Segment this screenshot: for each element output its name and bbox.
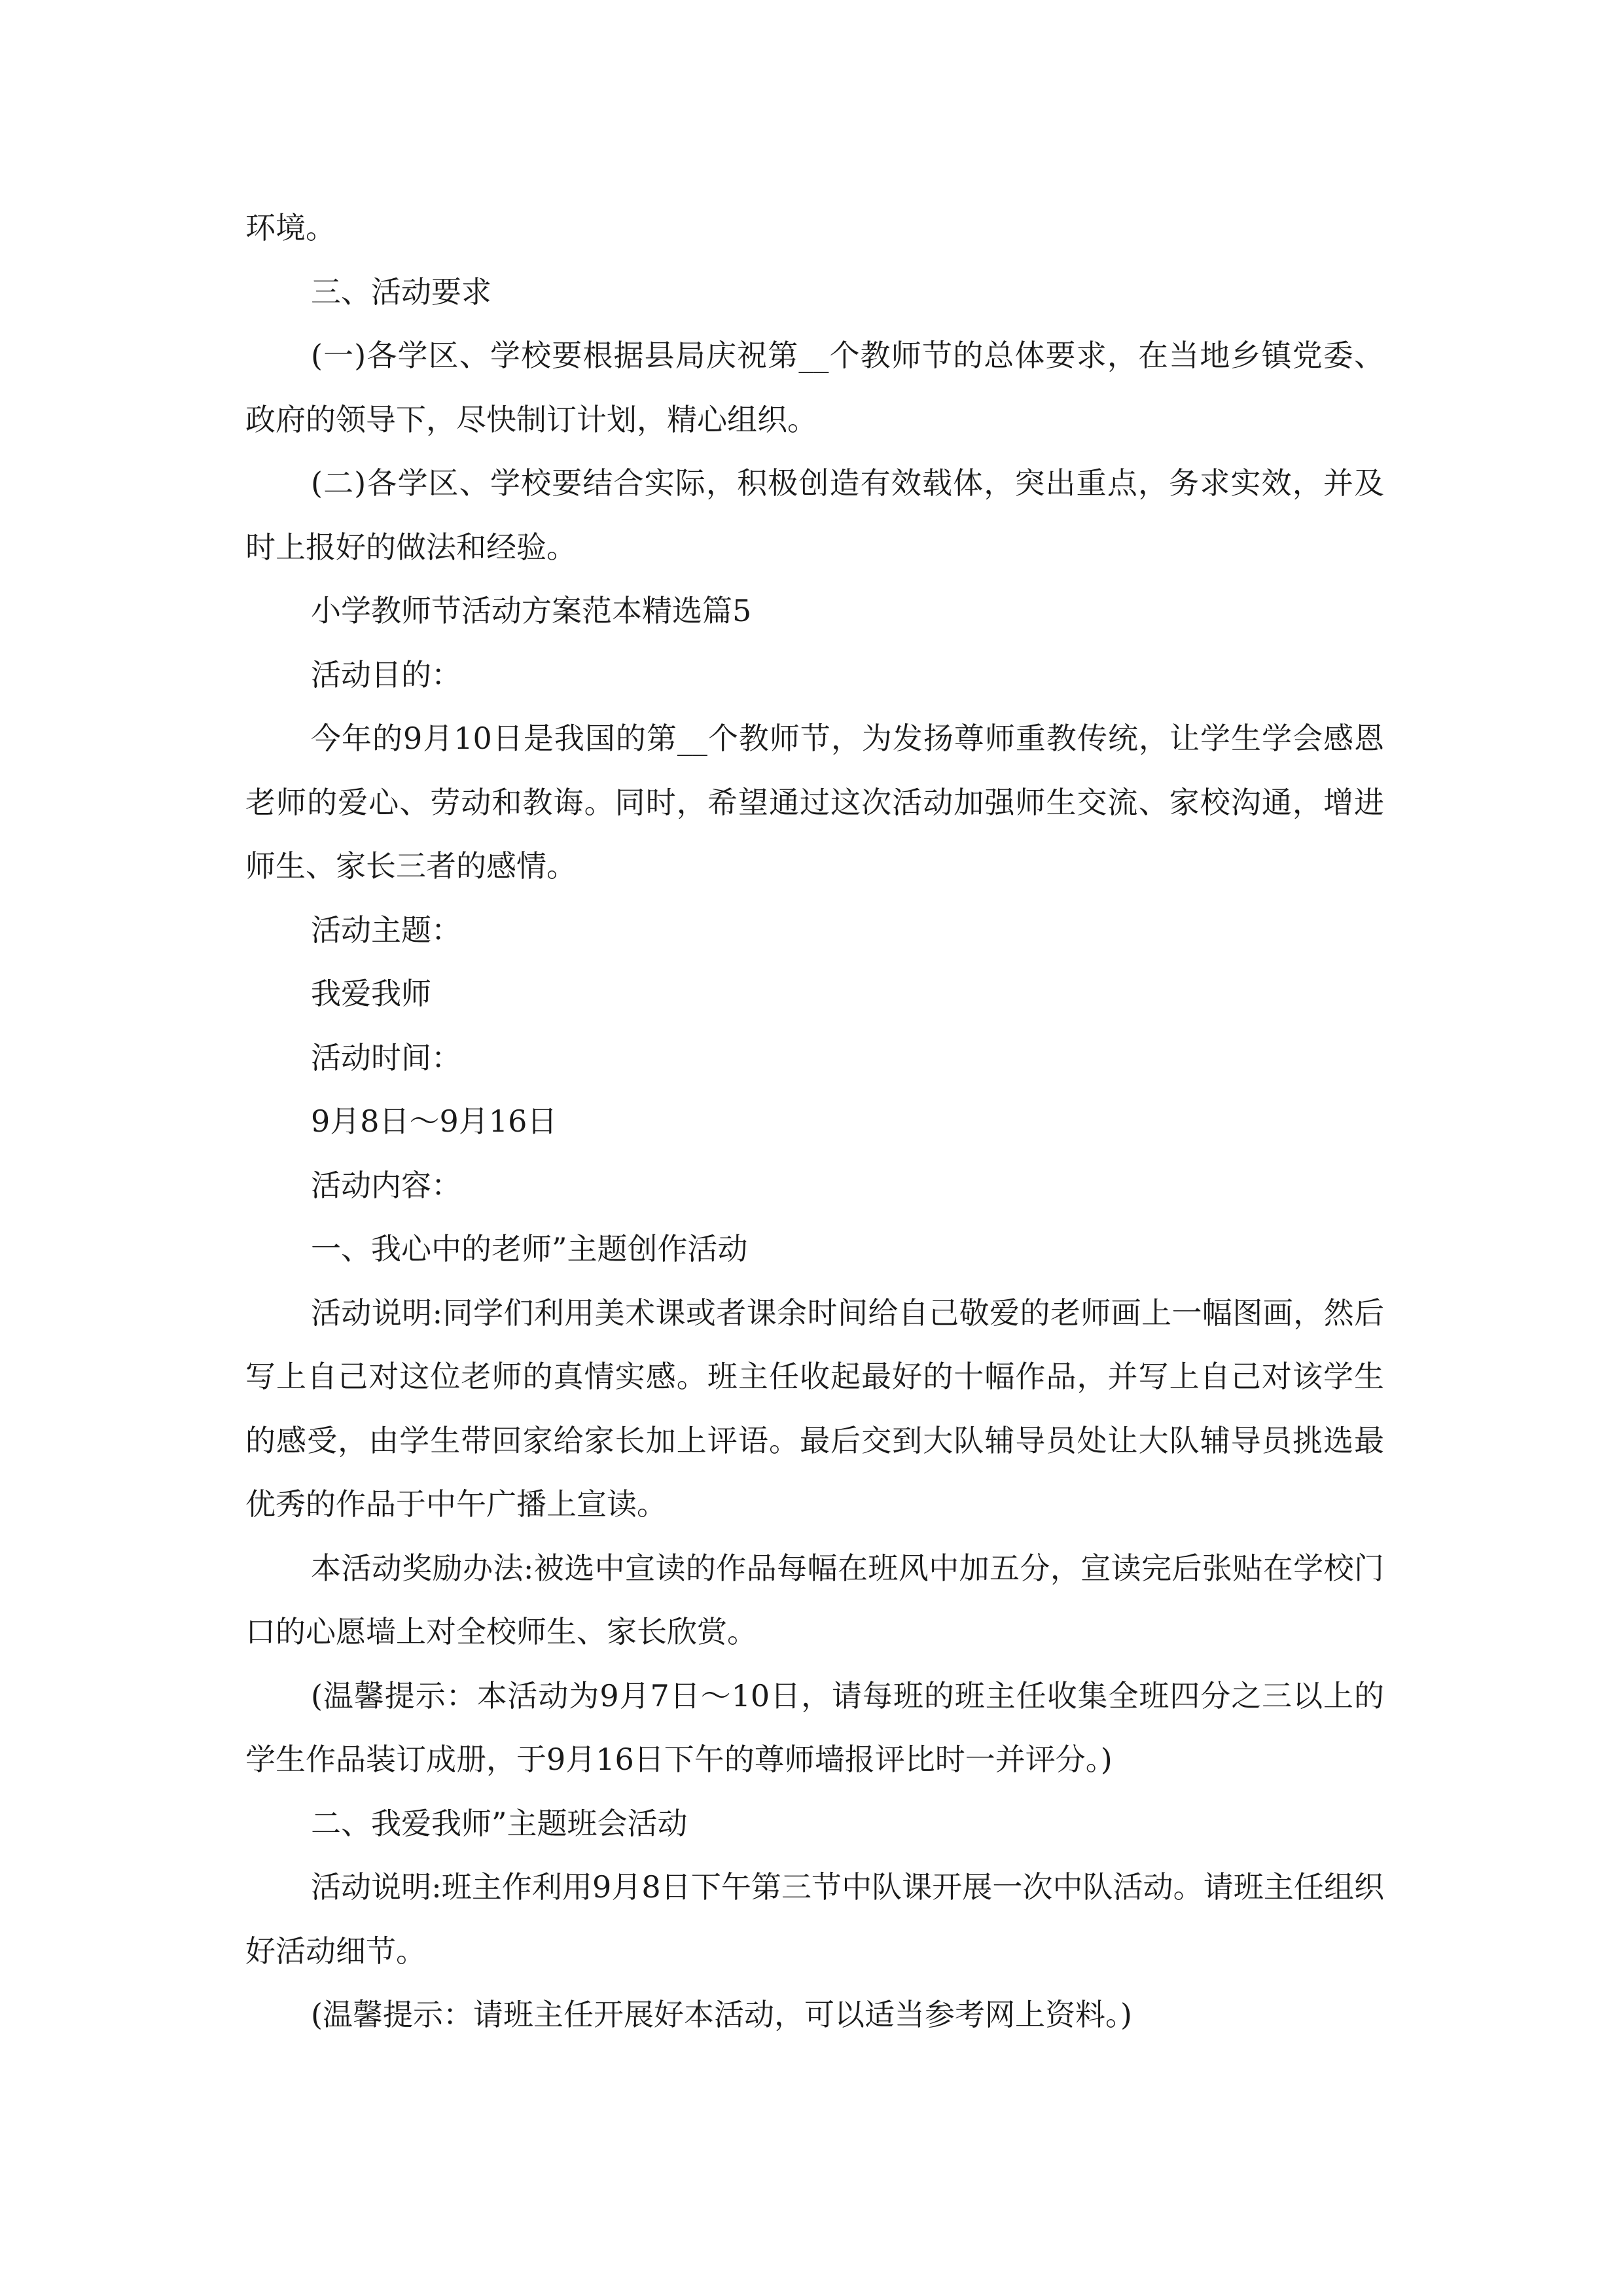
- paragraph: 活动主题：: [311, 912, 461, 948]
- paragraph: (一)各学区、学校要根据县局庆祝第__个教师节的总体要求，在当地乡镇党委、政府的领导下，尽快制订计划，精心组织。: [245, 338, 1384, 437]
- paragraph: 活动说明:同学们利用美术课或者课余时间给自己敬爱的老师画上一幅图画，然后写上自己对这位老师的真情实感。班主任收起最好的十幅作品，并写上自己对该学生的感受，由学生带回家给家长加上评语。最后交到大队辅导员处让大队辅导员挑选最优秀的作品于中午广播上宣读。: [245, 1295, 1384, 1522]
- paragraph: 活动时间：: [311, 1039, 461, 1075]
- paragraph: (二)各学区、学校要结合实际，积极创造有效载体，突出重点，务求实效，并及时上报好的做法和经验。: [245, 465, 1384, 565]
- paragraph: 一、我心中的老师”主题创作活动: [311, 1231, 748, 1266]
- paragraph: 活动说明:班主作利用9月8日下午第三节中队课开展一次中队活动。请班主任组织好活动细节。: [245, 1869, 1384, 1969]
- document-body: [245, 196, 1384, 2047]
- paragraph: 二、我爱我师”主题班会活动: [311, 1805, 688, 1841]
- paragraph: 今年的9月10日是我国的第__个教师节，为发扬尊师重教传统，让学生学会感恩老师的爱心、劳动和教诲。同时，希望通过这次活动加强师生交流、家校沟通，增进师生、家长三者的感情。: [245, 721, 1384, 884]
- paragraph: (温馨提示：请班主任开展好本活动，可以适当参考网上资料。): [311, 1997, 1132, 2032]
- paragraph: 9月8日～9月16日: [311, 1103, 558, 1139]
- paragraph: 活动目的：: [311, 656, 461, 692]
- paragraph: 活动内容：: [311, 1167, 461, 1203]
- paragraph: (温馨提示：本活动为9月7日～10日，请每班的班主任收集全班四分之三以上的学生作品装订成册，于9月16日下午的尊师墙报评比时一并评分。): [245, 1677, 1384, 1777]
- paragraph: 我爱我师: [311, 976, 431, 1011]
- paragraph: 环境。: [245, 210, 336, 245]
- paragraph: 三、活动要求: [311, 274, 491, 310]
- paragraph: 本活动奖励办法:被选中宣读的作品每幅在班风中加五分，宣读完后张贴在学校门口的心愿墙上对全校师生、家长欣赏。: [245, 1550, 1384, 1649]
- paragraph: 小学教师节活动方案范本精选篇5: [311, 593, 752, 628]
